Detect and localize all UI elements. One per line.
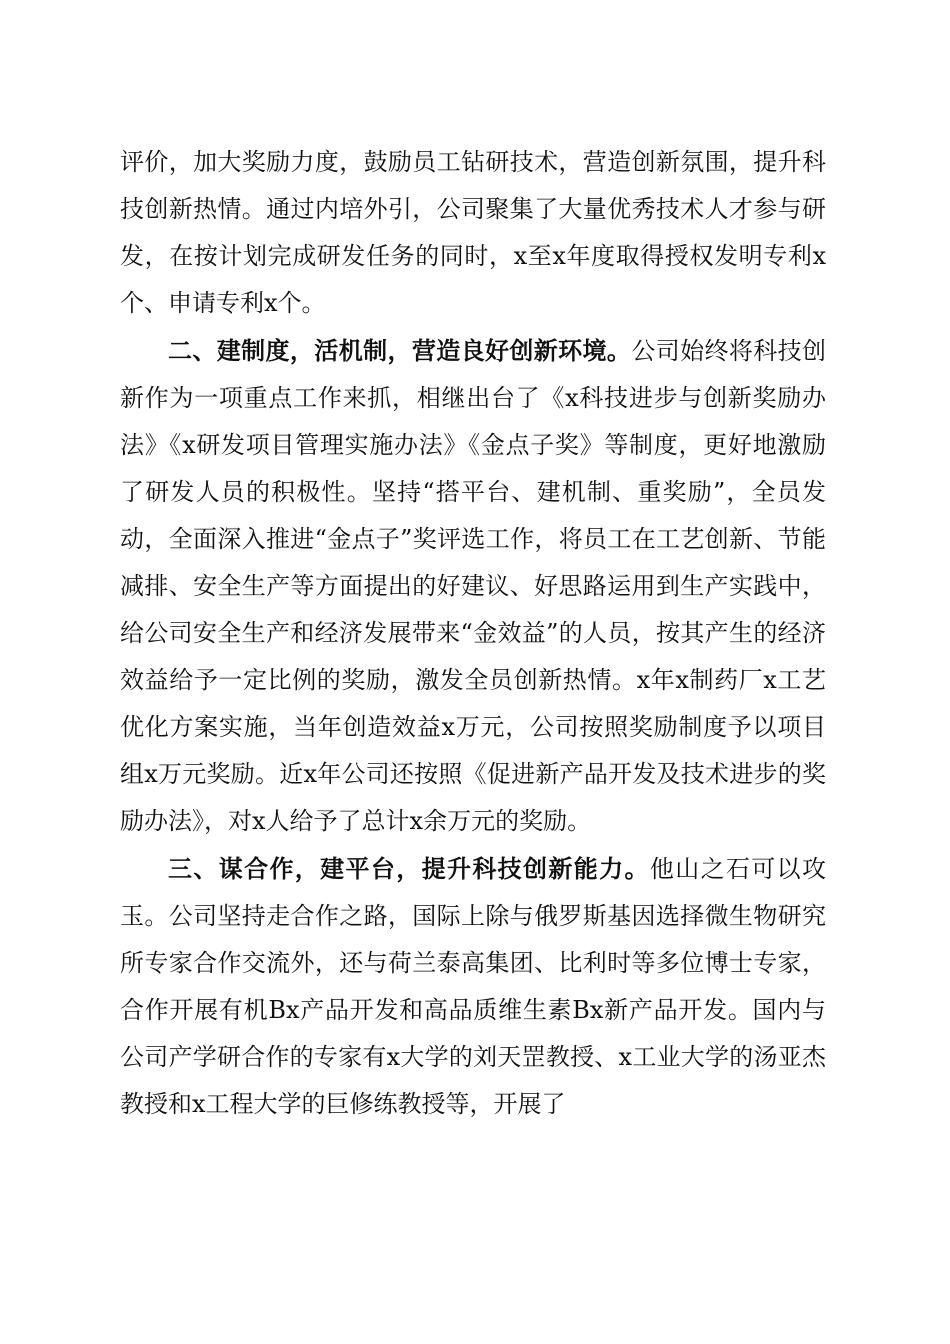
paragraph-continuation: [120, 139, 826, 327]
section-heading: 三、谋合作，建平台，提升科技创新能力。: [168, 854, 650, 883]
paragraph-section-3: [120, 845, 826, 1128]
document-body: [120, 139, 826, 1128]
section-heading: 二、建制度，活机制，营造良好创新环境。: [168, 336, 632, 365]
paragraph-section-2: [120, 327, 826, 845]
paragraph-text: 公司始终将科技创新作为一项重点工作来抓，相继出台了《x科技进步与创新奖励办法》《x研发项目管理实施办法》《金点子奖》等制度，更好地激励了研发人员的积极性。坚持“搭平台、建机制、重奖励”，全员发动，全面深入推进“金点子”奖评选工作，将员工在工艺创新、节能减排、安全生产等方面提出的好建议、好思路运用到生产实践中，给公司安全生产和经济发展带来“金效益”的人员，按其产生的经济效益给予一定比例的奖励，激发全员创新热情。x年x制药厂x工艺优化方案实施，当年创造效益x万元，公司按照奖励制度予以项目组x万元奖励。近x年公司还按照《促进新产品开发及技术进步的奖励办法》，对x人给予了总计x余万元的奖励。: [120, 337, 827, 835]
paragraph-text: 评价，加大奖励力度，鼓励员工钻研技术，营造创新氛围，提升科技创新热情。通过内培外引，公司聚集了大量优秀技术人才参与研发，在按计划完成研发任务的同时，x至x年度取得授权发明专利x个、申请专利x个。: [120, 148, 826, 317]
paragraph-text: 他山之石可以攻玉。公司坚持走合作之路，国际上除与俄罗斯基因选择微生物研究所专家合作交流外，还与荷兰泰高集团、比利时等多位博士专家，合作开展有机Bx产品开发和高品质维生素Bx新产品开发。国内与公司产学研合作的专家有x大学的刘天罡教授、x工业大学的汤亚杰教授和x工程大学的巨修练教授等，开展了: [120, 855, 827, 1118]
